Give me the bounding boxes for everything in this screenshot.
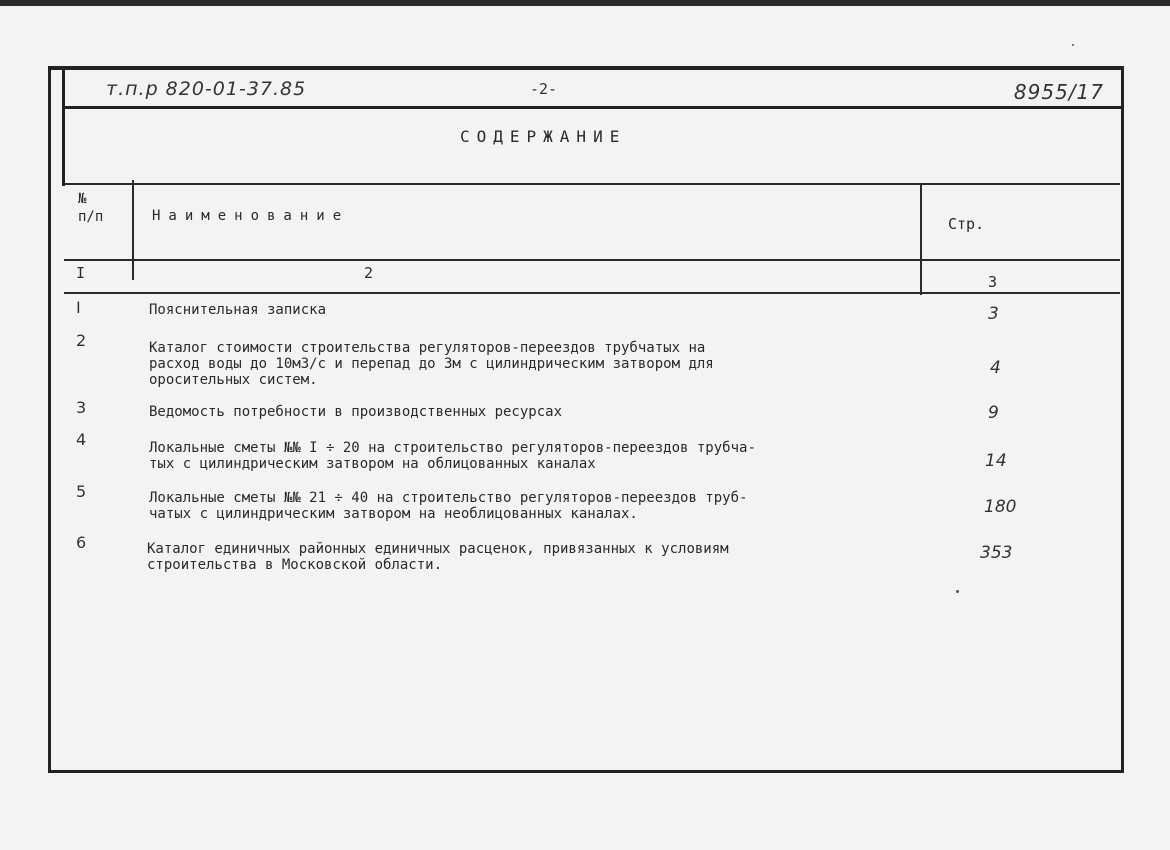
colnum-3: 3 (988, 273, 998, 291)
scan-speck (1072, 44, 1074, 46)
row-number: 6 (76, 533, 87, 552)
row-page: 9 (988, 403, 999, 423)
header-page: Стр. (948, 215, 985, 233)
row-number: I (76, 298, 81, 317)
colnum-1: I (76, 264, 86, 282)
row-title: Каталог единичных районных единичных расценок, привязанных к условиям строительства в Московской области. (147, 541, 729, 573)
row-title: Каталог стоимости строительства регуляторов-переездов трубчатых на расход воды до 10м3/с и перепад до 3м с цилиндрическим затвором для оросительных систем. (149, 340, 714, 388)
row-page: 353 (980, 543, 1013, 563)
colnum-2: 2 (364, 264, 374, 282)
header-name: Наименование (152, 208, 350, 224)
scan-speck (956, 590, 959, 593)
row-number: 5 (76, 482, 87, 501)
row-number: 3 (76, 398, 87, 417)
row-title: Пояснительная записка (149, 302, 327, 318)
row-page: 180 (984, 497, 1017, 517)
document-code: т.п.р 820-01-37.85 (106, 78, 307, 100)
row-number: 4 (76, 430, 87, 449)
row-page: 3 (988, 304, 999, 324)
row-title: Локальные сметы №№ 21 ÷ 40 на строительство регуляторов-переездов труб- чатых с цилиндрическим затвором на необлицованных каналах. (149, 490, 748, 522)
row-title: Ведомость потребности в производственных ресурсах (149, 404, 563, 420)
row-title: Локальные сметы №№ I ÷ 20 на строительство регуляторов-переездов трубча- тых с цилиндрическим затвором на облицованных каналах (149, 440, 756, 472)
row-page: 4 (990, 358, 1001, 378)
archive-number: 8955/17 (1013, 80, 1104, 104)
row-number: 2 (76, 331, 87, 350)
row-page: 14 (985, 451, 1007, 471)
header-num: № п/п (78, 191, 104, 225)
page-title: СОДЕРЖАНИЕ (460, 127, 627, 146)
page-number: -2- (530, 80, 558, 98)
